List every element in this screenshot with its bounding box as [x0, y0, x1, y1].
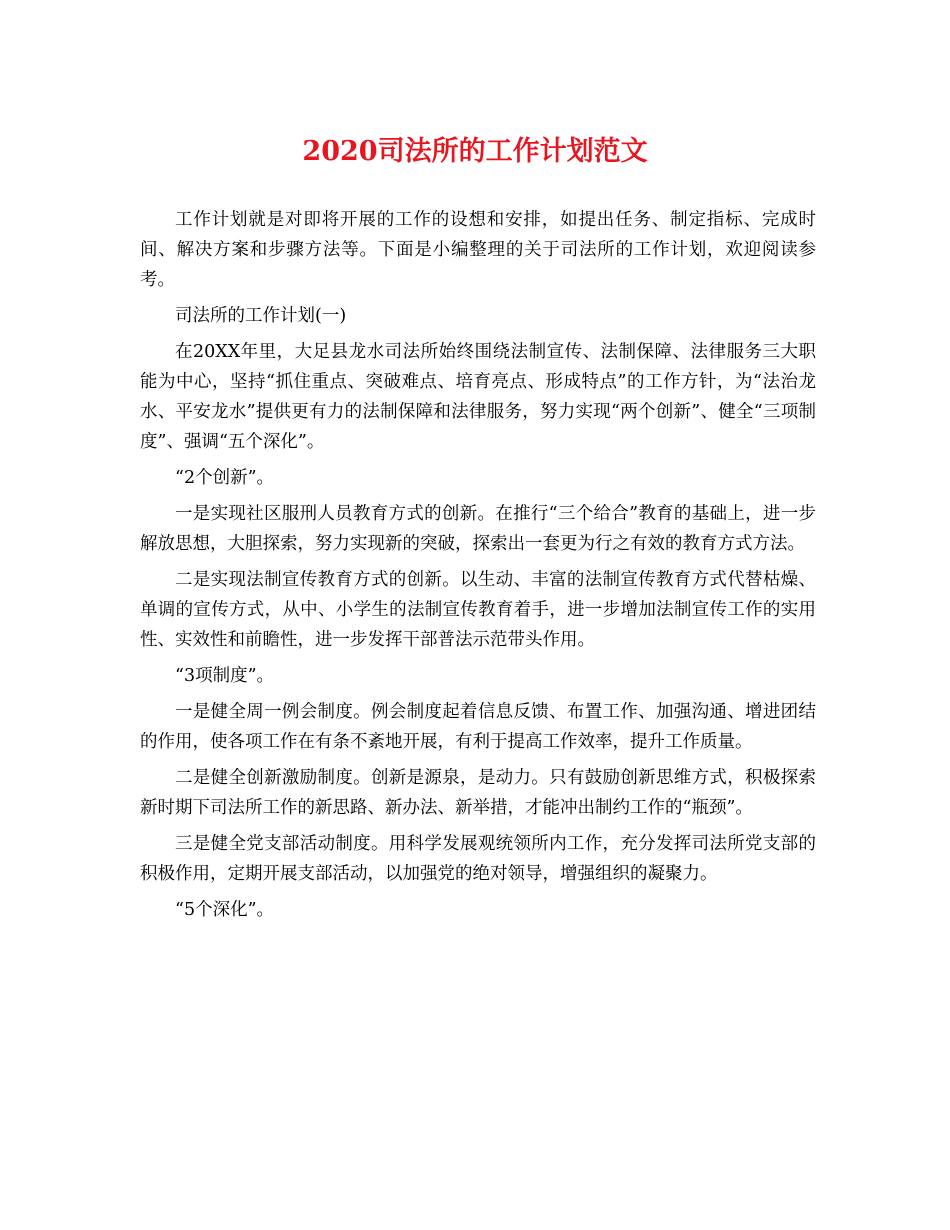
paragraph-innovation-2: 二是实现法制宣传教育方式的创新。以生动、丰富的法制宣传教育方式代替枯燥、单调的宣传方式，从中、小学生的法制宣传教育着手，进一步增加法制宣传工作的实用性、实效性和前瞻性，进一步发挥干部普法示范带头作用。 [140, 570, 816, 650]
paragraph-subheading-innovations: “2个创新”。 [175, 468, 275, 488]
paragraph-overview: 在20XX年里，大足县龙水司法所始终围绕法制宣传、法制保障、法律服务三大职能为中心，坚持“抓住重点、突破难点、培育亮点、形成特点”的工作方针，为“法治龙水、平安龙水”提供更有力的法制保障和法律服务，努力实现“两个创新”、健全“三项制度”、强调“五个深化”。 [140, 342, 816, 452]
paragraph-subheading-deepening: “5个深化”。 [175, 900, 275, 920]
paragraph-intro: 工作计划就是对即将开展的工作的设想和安排，如提出任务、制定指标、完成时间、解决方案和步骤方法等。下面是小编整理的关于司法所的工作计划，欢迎阅读参考。 [140, 210, 816, 290]
paragraph-section-heading: 司法所的工作计划(一) [175, 306, 347, 326]
paragraph-system-2: 二是健全创新激励制度。创新是源泉，是动力。只有鼓励创新思维方式，积极探索新时期下司法所工作的新思路、新办法、新举措，才能冲出制约工作的“瓶颈”。 [140, 768, 816, 818]
paragraph-system-1: 一是健全周一例会制度。例会制度起着信息反馈、布置工作、加强沟通、增进团结的作用，使各项工作在有条不紊地开展，有利于提高工作效率，提升工作质量。 [140, 702, 816, 752]
document-title: 2020司法所的工作计划范文 [302, 136, 648, 167]
document-body [140, 205, 816, 931]
paragraph-system-3: 三是健全党支部活动制度。用科学发展观统领所内工作，充分发挥司法所党支部的积极作用，定期开展支部活动，以加强党的绝对领导，增强组织的凝聚力。 [140, 834, 816, 884]
paragraph-subheading-systems: “3项制度”。 [175, 666, 275, 686]
paragraph-innovation-1: 一是实现社区服刑人员教育方式的创新。在推行“三个给合”教育的基础上，进一步解放思想，大胆探索，努力实现新的突破，探索出一套更为行之有效的教育方式方法。 [140, 504, 816, 554]
